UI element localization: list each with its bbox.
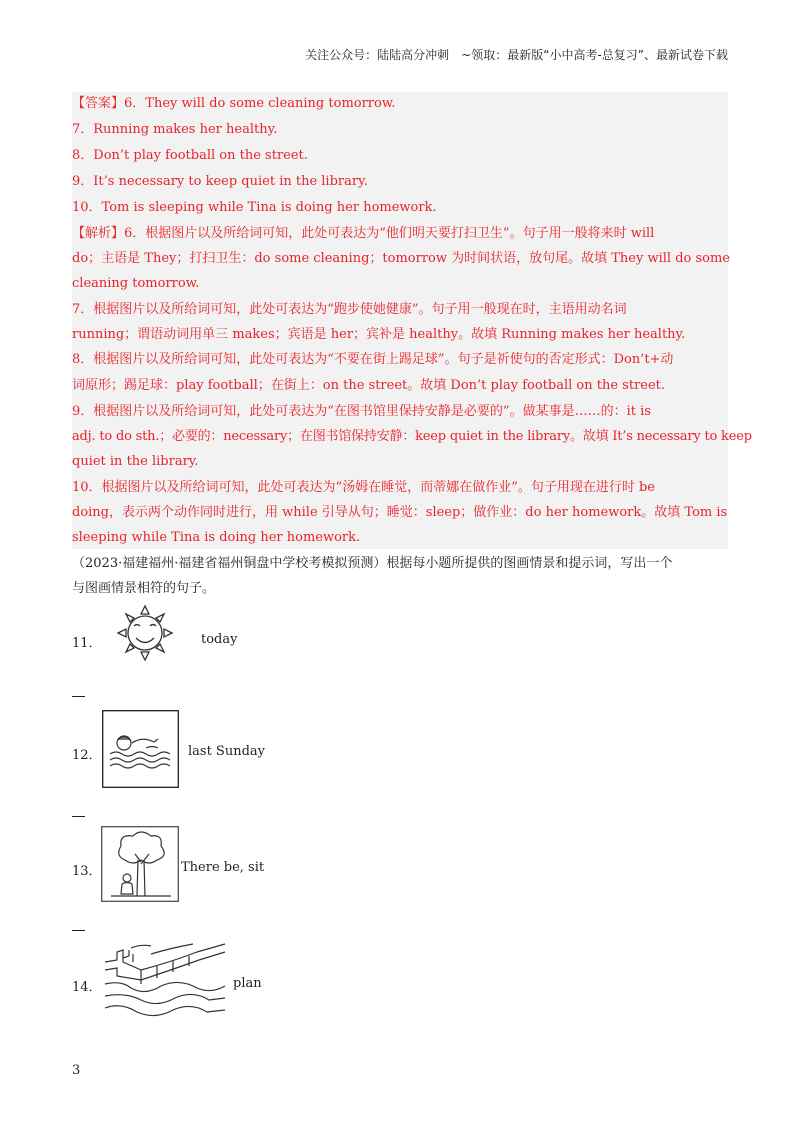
question-number: 12． xyxy=(72,748,102,763)
question-number: 13． xyxy=(72,864,102,879)
answer-line: 8．Don’t play football on the street. xyxy=(72,148,308,163)
page-header: 关注公众号：陆陆高分冲刺 ~领取：最新版“小中高考-总复习”、最新试卷下载 xyxy=(305,48,728,62)
sun-icon xyxy=(103,598,187,668)
answer-line: 10．Tom is sleeping while Tina is doing her homework. xyxy=(72,200,437,215)
question-number: 14． xyxy=(72,980,102,995)
page-number: 3 xyxy=(72,1063,81,1078)
analysis-line: 10．根据图片以及所给词可知，此处可表达为“汤姆在睡觉，而蒂娜在做作业”。句子用现在进行时 be xyxy=(72,480,655,495)
swimming-icon xyxy=(102,710,179,788)
analysis-line: doing，表示两个动作同时进行，用 while 引导从句；睡觉：sleep；做作业：do her homework。故填 Tom is xyxy=(72,505,728,520)
tree-icon xyxy=(101,826,179,902)
question-hint: There be, sit xyxy=(181,860,265,875)
question-number: 11． xyxy=(72,636,102,651)
analysis-line: running；谓语动词用单三 makes；宾语是 her；宾补是 healthy。故填 Running makes her healthy. xyxy=(72,327,686,342)
analysis-line: cleaning tomorrow. xyxy=(72,276,200,291)
analysis-line: quiet in the library. xyxy=(72,454,199,469)
analysis-line: do；主语是 They；打扫卫生：do some cleaning；tomorrow 为时间状语，放句尾。故填 They will do some xyxy=(72,251,730,266)
analysis-line: 【解析】6．根据图片以及所给词可知，此处可表达为“他们明天要打扫卫生”。句子用一般将来时 will xyxy=(72,226,655,241)
great-wall-icon xyxy=(101,940,228,1023)
instructions-line: 与图画情景相符的句子。 xyxy=(72,581,216,596)
question-hint: today xyxy=(201,632,238,647)
analysis-line: 7．根据图片以及所给词可知，此处可表达为“跑步使她健康”。句子用一般现在时，主语用动名词 xyxy=(72,302,627,317)
answer-blank[interactable] xyxy=(72,930,85,931)
question-hint: last Sunday xyxy=(188,744,266,759)
answer-line: 9．It’s necessary to keep quiet in the library. xyxy=(72,174,368,189)
analysis-line: 词原形；踢足球：play football；在街上：on the street。故填 Don’t play football on the street. xyxy=(72,378,666,393)
answer-line: 【答案】6．They will do some cleaning tomorrow. xyxy=(72,96,396,111)
analysis-line: 9．根据图片以及所给词可知，此处可表达为“在图书馆里保持安静是必要的”。做某事是……的：it is xyxy=(72,404,651,419)
analysis-line: sleeping while Tina is doing her homework. xyxy=(72,530,361,545)
instructions-line: （2023·福建福州·福建省福州铜盘中学校考模拟预测）根据每小题所提供的图画情景和提示词，写出一个 xyxy=(72,556,673,571)
answer-blank[interactable] xyxy=(72,696,85,697)
question-hint: plan xyxy=(233,976,262,991)
analysis-line: adj. to do sth.；必要的：necessary；在图书馆保持安静：keep quiet in the library。故填 It’s necessary to keep xyxy=(72,429,752,444)
answer-line: 7．Running makes her healthy. xyxy=(72,122,278,137)
answer-blank[interactable] xyxy=(72,816,85,817)
analysis-line: 8．根据图片以及所给词可知，此处可表达为“不要在街上踢足球”。句子是祈使句的否定形式：Don’t+动 xyxy=(72,352,674,367)
